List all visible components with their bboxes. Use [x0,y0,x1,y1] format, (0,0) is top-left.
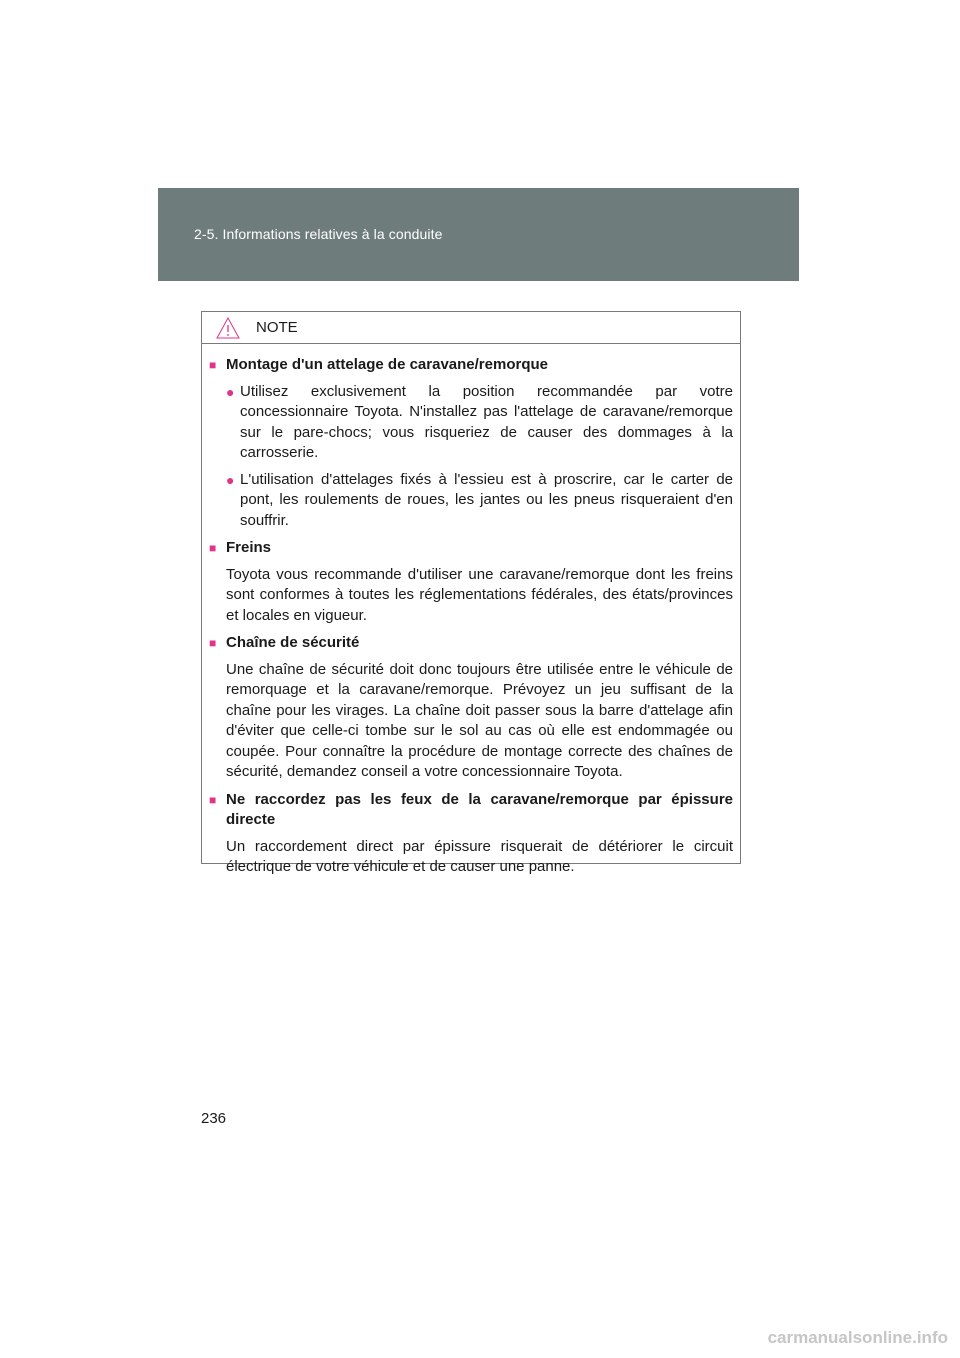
square-bullet-icon: ■ [209,541,217,555]
section-attelage [209,355,733,531]
dot-bullet-icon: ● [226,471,235,488]
section-freins [209,538,733,626]
section-title: 2-5. Informations relatives à la conduite [194,226,443,242]
section-title-freins: Freins [226,539,272,556]
section-chaine [209,633,733,783]
note-body [202,344,740,878]
page-number: 236 [201,1110,227,1127]
list-item: ● L'utilisation d'attelages fixés à l'essieu est à proscrire, car le carter de pont, les roulements de roues, les jantes ou les pneus risqueraient d'en souffrir. [209,470,733,532]
section-feux [209,790,733,878]
square-bullet-icon: ■ [209,358,217,372]
square-bullet-icon: ■ [209,792,217,807]
watermark: carmanualsonline.info [767,1328,948,1347]
section-text-freins: Toyota vous recommande d'utiliser une caravane/remorque dont les freins sont conformes à toutes les réglementations fédérales, des états/provinces et locales en vigueur. [226,565,733,624]
section-title-feux: Ne raccordez pas les feux de la caravane/remorque par épissure directe [226,790,733,828]
note-box [201,311,741,875]
header-band [158,188,799,281]
list-item: ● Utilisez exclusivement la position recommandée par votre concessionnaire Toyota. N'installez pas l'attelage de caravane/remorque sur le pare-chocs; vous risqueriez de causer des dommages à la carrosserie. [209,382,733,464]
square-bullet-icon: ■ [209,636,217,650]
dot-bullet-icon: ● [226,383,235,400]
section-title-attelage: Montage d'un attelage de caravane/remorque [226,356,548,373]
note-label: NOTE [256,319,298,336]
note-header [202,312,740,344]
section-text-feux: Un raccordement direct par épissure risquerait de détériorer le circuit électrique de votre véhicule et de causer une panne. [226,837,733,875]
warning-icon [216,317,240,339]
section-title-chaine: Chaîne de sécurité [226,634,360,651]
section-text-chaine: Une chaîne de sécurité doit donc toujours être utilisée entre le véhicule de remorquage et la caravane/remorque. Prévoyez un jeu suffisant de la chaîne pour les virages. La chaîne doit passer sous la barre d'attelage afin d'éviter que celle-ci tombe sur le sol au cas où elle est endommagée ou coupée. Pour connaître la procédure de montage correcte des chaînes de sécurité, demandez conseil a votre concessionnaire Toyota. [226,660,733,780]
